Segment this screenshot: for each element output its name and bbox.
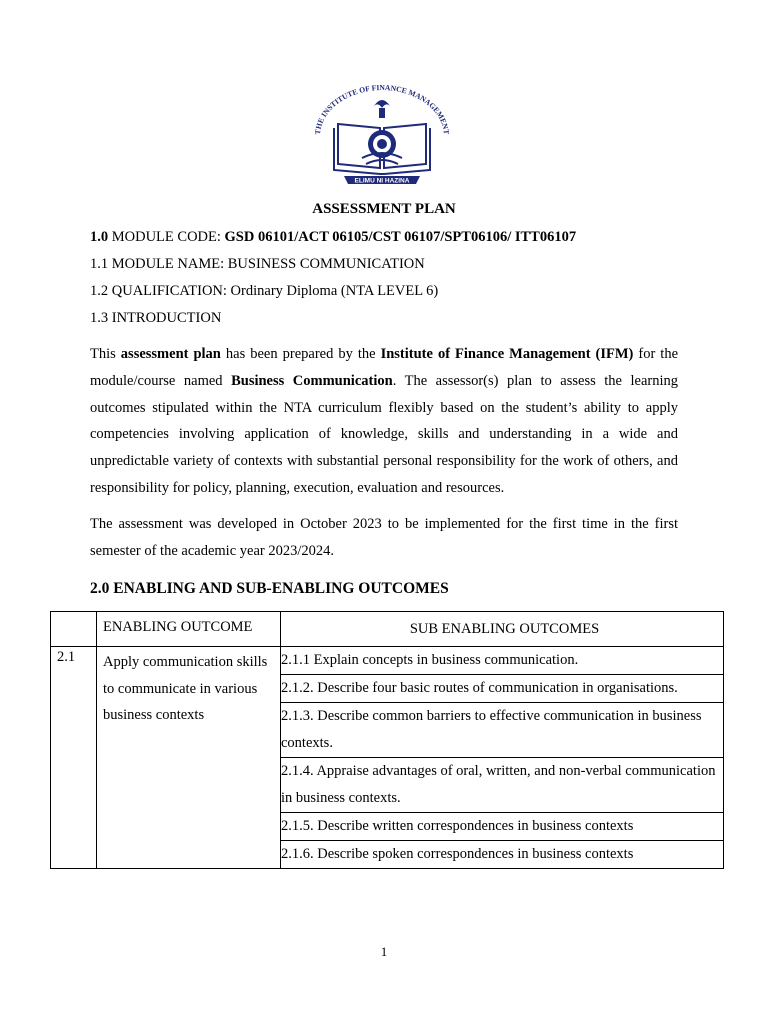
sub-outcome-2: 2.1.2. Describe four basic routes of communication in organisations. [281, 675, 724, 703]
header-enabling-outcome: ENABLING OUTCOME [97, 612, 281, 647]
qualification: 1.2 QUALIFICATION: Ordinary Diploma (NTA LEVEL 6) [90, 283, 439, 299]
sub-outcome-1: 2.1.1 Explain concepts in business communication. [281, 647, 724, 675]
enabling-outcome-text: Apply communication skills to communicate in various business contexts [97, 647, 281, 869]
header-sub-enabling-outcomes: SUB ENABLING OUTCOMES [281, 612, 724, 647]
header-number-cell [51, 612, 97, 647]
logo-arc-text: THE INSTITUTE OF FINANCE MANAGEMENT [312, 84, 452, 135]
module-code-label: MODULE CODE: [111, 229, 221, 245]
sub-outcome-4: 2.1.4. Appraise advantages of oral, written, and non-verbal communication in business contexts. [281, 758, 724, 813]
intro-paragraph-2: The assessment was developed in October 2023 to be implemented for the first time in the first semester of the academic year 2023/2024. [90, 516, 678, 559]
module-code-line [90, 229, 576, 246]
introduction-heading: 1.3 INTRODUCTION [90, 310, 222, 326]
logo-motto: ELIMU NI HAZINA [354, 177, 410, 185]
module-name: 1.1 MODULE NAME: BUSINESS COMMUNICATION [90, 256, 425, 272]
section-2-heading: 2.0 ENABLING AND SUB-ENABLING OUTCOMES [90, 580, 449, 597]
outcomes-table [50, 611, 724, 869]
page-title: ASSESSMENT PLAN [312, 201, 456, 217]
sub-outcome-5: 2.1.5. Describe written correspondences in business contexts [281, 813, 724, 841]
page-number: 1 [380, 944, 388, 959]
institution-logo [308, 84, 456, 190]
intro-paragraph-1: This assessment plan has been prepared by the Institute of Finance Management (IFM) for the module/course named Business Communication. The assessor(s) plan to assess the learning outcomes stipulated within the NTA curriculum flexibly based on the student’s ability to apply competencies involving application of knowledge, skills and understanding in a wide and unpredictable variety of contexts with substantial personal responsibility for the work of others, and responsibility for policy, planning, execution, evaluation and resources. [90, 346, 679, 496]
row-number: 2.1 [51, 647, 97, 869]
sub-outcome-3: 2.1.3. Describe common barriers to effective communication in business contexts. [281, 703, 724, 758]
table-header-row [51, 612, 724, 647]
sub-outcome-6: 2.1.6. Describe spoken correspondences in business contexts [281, 841, 724, 869]
module-code-value: GSD 06101/ACT 06105/CST 06107/SPT06106/ ITT06107 [224, 229, 577, 245]
module-code-number: 1.0 [90, 229, 109, 245]
table-row [51, 647, 724, 675]
